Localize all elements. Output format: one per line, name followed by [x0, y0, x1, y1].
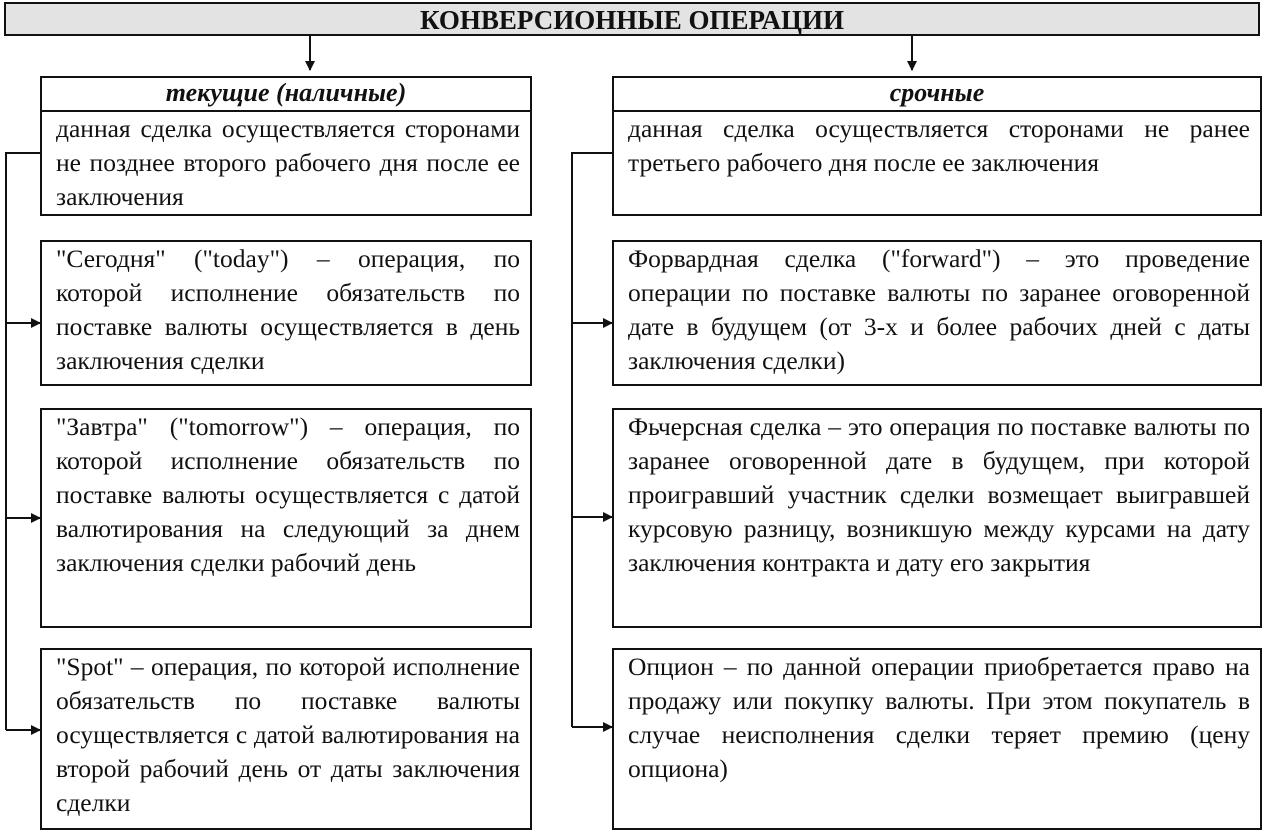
left-definition-box: данная сделка осуществляется сторонами не позднее второго рабочего дня после ее заключения	[40, 110, 532, 216]
today-operation-box: "Сегодня" ("today") – операция, по которой исполнение обязательств по поставке валюты осуществляется в день заключения сделки	[40, 240, 532, 386]
option-deal-box: Опцион – по данной операции приобретается право на продажу или покупку валюты. При этом покупатель в случае неисполнения сделки теряет премию (цену опциона)	[612, 648, 1262, 830]
left-bracket-line	[6, 153, 40, 730]
spot-operation-box: "Spot" – операция, по которой исполнение обязательств по поставке валюты осуществляется с датой валютирования на второй рабочий день от даты заключения сделки	[40, 648, 532, 830]
right-bracket-line	[572, 153, 612, 727]
diagram-title: КОНВЕРСИОННЫЕ ОПЕРАЦИИ	[4, 2, 1260, 36]
right-definition-box: данная сделка осуществляется сторонами не ранее третьего рабочего дня после ее заключения	[612, 110, 1262, 216]
left-column-header: текущие (наличные)	[40, 76, 532, 112]
forward-deal-box: Форвардная сделка ("forward") – это проведение операции по поставке валюты по заранее оговоренной дате в будущем (от 3-х и более рабочих дней с даты заключения сделки)	[612, 240, 1262, 386]
right-column-header: срочные	[612, 76, 1262, 112]
futures-deal-box: Фьчерсная сделка – это операция по поставке валюты по заранее оговоренной дате в будущем, при которой проигравший участник сделки возмещает выигравшей курсовую разницу, возникшую между курсами на дату заключения контракта и дату его закрытия	[612, 408, 1262, 628]
tomorrow-operation-box: "Завтра" ("tomorrow") – операция, по которой исполнение обязательств по поставке валюты осуществляется с датой валютирования на следующий за днем заключения сделки рабочий день	[40, 408, 532, 628]
